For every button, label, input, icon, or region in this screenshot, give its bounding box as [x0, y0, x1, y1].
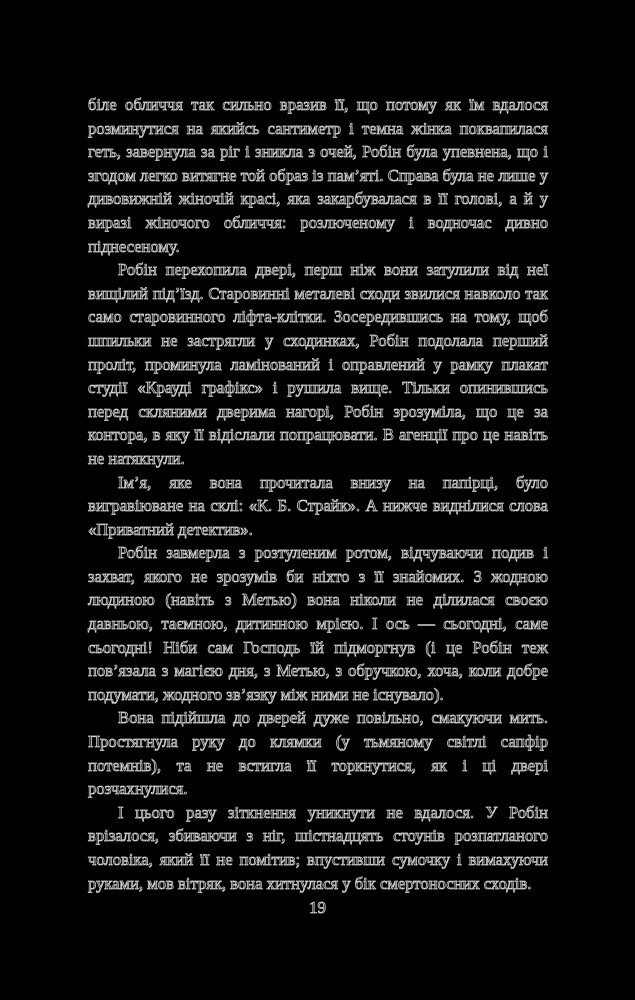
paragraph: Робін завмерла з розтуленим ротом, відчуваючи подив і захват, якого не зрозумів би ніхто з її знайомих. З жодною людиною (навіть з Метью) вона ніколи не ділилася своєю давньою, таємною, дитинною мрією. І ось — сьогодні, саме сьогодні! Ніби сам Господь їй підморгнув (і це Робін теж пов’язала з магією дня, з Метью, з обручкою, хоча, коли добре подумати, жодного зв’язку між ними не існувало).: [88, 543, 548, 704]
paragraph: Робін перехопила двері, перш ніж вони затулили від неї вищілий під’їзд. Старовинні металеві сходи звилися навколо так само старовинного ліфта-клітки. Зосередившись на тому, щоб шпильки не застрягли у сходинках, Робін подолала перший проліт, проминула ламінований і оправлений у рамку плакат студії «Краудi графікс» і рушила вище. Тільки опинившись перед скляними дверима нагорі, Робін зрозуміла, що це за контора, в яку її відіслали попрацювати. В агенції про це навіть не натякнули.: [88, 260, 548, 468]
paragraph: І цього разу зіткнення уникнути не вдалося. У Робін врізалося, збиваючи з ніг, шістнадцять стоунів розпатланого чоловіка, який її не помітив; впустивши сумочку і вимахуючи руками, мов вітряк, вона хитнулася у бік смертоносних сходів.: [88, 802, 548, 893]
page-number: 19: [309, 898, 326, 917]
paragraph: Вона підійшла до дверей дуже повільно, смакуючи мить. Простягнула руку до клямки (у тьмяному світлі сапфір потемнів), та не встигла її торкнутися, як і ці двері розчахнулися.: [88, 708, 548, 799]
paragraph-continuation: біле обличчя так сильно вразив її, що потому як їм вдалося розминутися на якийсь сантиметр і темна жінка поквапилася геть, завернула за ріг і зникла з очей, Робін була упевнена, що і згодом легко витягне той образ із пам’яті. Справа була не лише у дивовижній жіночій красі, яка закарбувалася в її голові, а й у виразі жіночого обличчя: розлюченому і водночас дивно піднесеному.: [88, 95, 548, 256]
paragraph: Ім’я, яке вона прочитала внизу на папірці, було вигравіюване на склі: «К. Б. Страйк». А нижче виднілися слова «Приватний детектив».: [88, 472, 548, 539]
body-text: [88, 93, 548, 895]
